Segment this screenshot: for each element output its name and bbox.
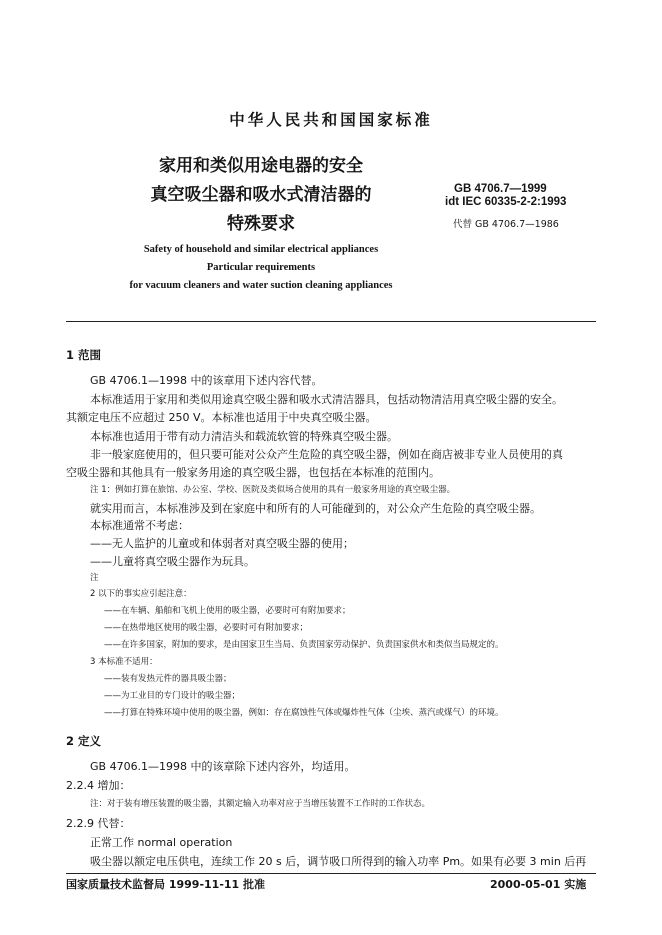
body-line: 空吸尘器和其他具有一般家务用途的真空吸尘器，也包括在本标准的范围内。 [66,466,440,479]
note-line: ——为工业目的专门设计的吸尘器； [104,691,241,701]
cn-title-line-1: 家用和类似用途电器的安全 [159,156,363,176]
header-divider [66,321,596,322]
note-line: 注 [90,573,99,583]
en-title-line-2: Particular requirements [206,262,316,273]
body-line: 非一般家庭使用的，但只要可能对公众产生危险的真空吸尘器，例如在商店被非专业人员使用的真 [90,448,563,461]
clause-heading: 2.2.9 代替： [66,817,131,830]
cn-title-line-3: 特殊要求 [227,214,295,234]
note-line: ——在许多国家，附加的要求，是由国家卫生当局、负责国家劳动保护、负责国家供水和类似当局规定的。 [104,640,504,650]
en-title-line-1: Safety of household and similar electrical appliances [143,244,379,255]
replaces-reference: 代替 GB 4706.7—1986 [453,219,559,230]
section-2-heading: 2 定义 [66,734,102,748]
standard-number: GB 4706.7—1999 [454,183,547,195]
note-line: 注：对于装有增压装置的吸尘器，其额定输入功率对应于当增压装置不工作时的工作状态。 [90,799,431,809]
body-line: 本标准也适用于带有动力清洁头和载流软管的特殊真空吸尘器。 [90,430,398,443]
note-line: ——在热带地区使用的吸尘器，必要时可有附加要求； [104,623,309,633]
body-line: GB 4706.1—1998 中的该章除下述内容外，均适用。 [90,760,356,773]
body-line: ——无人监护的儿童或和体弱者对真空吸尘器的使用； [90,537,354,550]
body-line: 本标准通常不考虑： [90,519,189,532]
body-line: 本标准适用于家用和类似用途真空吸尘器和吸水式清洁器具，包括动物清洁用真空吸尘器的安全。 [90,393,563,406]
cn-title-line-2: 真空吸尘器和吸水式清洁器的 [150,185,372,205]
en-title-line-3: for vacuum cleaners and water suction cleaning appliances [129,280,393,291]
body-line: GB 4706.1—1998 中的该章用下述内容代替。 [90,374,323,387]
body-line: ——儿童将真空吸尘器作为玩具。 [90,555,255,568]
clause-heading: 2.2.4 增加： [66,779,131,792]
implementation-date: 2000-05-01 实施 [490,878,587,891]
body-line: 其额定电压不应超过 250 V。本标准也适用于中央真空吸尘器。 [66,411,377,424]
section-1-heading: 1 范围 [66,348,102,362]
term-line: 正常工作 normal operation [90,836,233,849]
note-line: 2 以下的事实应引起注意： [90,589,192,599]
note-line: 3 本标准不适用： [90,657,158,667]
note-line: ——打算在特殊环境中使用的吸尘器，例如：存在腐蚀性气体或爆炸性气体（尘埃、蒸汽或煤气）的环境。 [104,708,504,718]
standard-type-heading: 中华人民共和国国家标准 [229,111,433,129]
idt-reference: idt IEC 60335-2-2:1993 [445,196,567,208]
body-line: 就实用而言，本标准涉及到在家庭中和所有的人可能碰到的，对公众产生危险的真空吸尘器。 [90,502,541,515]
note-line: ——在车辆、船舶和飞机上使用的吸尘器，必要时可有附加要求； [104,606,351,616]
body-line: 吸尘器以额定电压供电，连续工作 20 s 后，调节吸口所得到的输入功率 Pm。如果有必要 3 min 后再 [90,855,587,868]
footer-divider [66,873,596,874]
approval-line: 国家质量技术监督局 1999-11-11 批准 [66,878,266,891]
note-line: 注 1：例如打算在旅馆、办公室、学校、医院及类似场合使用的具有一般家务用途的真空吸尘器。 [90,485,456,495]
note-line: ——装有发热元件的器具吸尘器； [104,674,232,684]
